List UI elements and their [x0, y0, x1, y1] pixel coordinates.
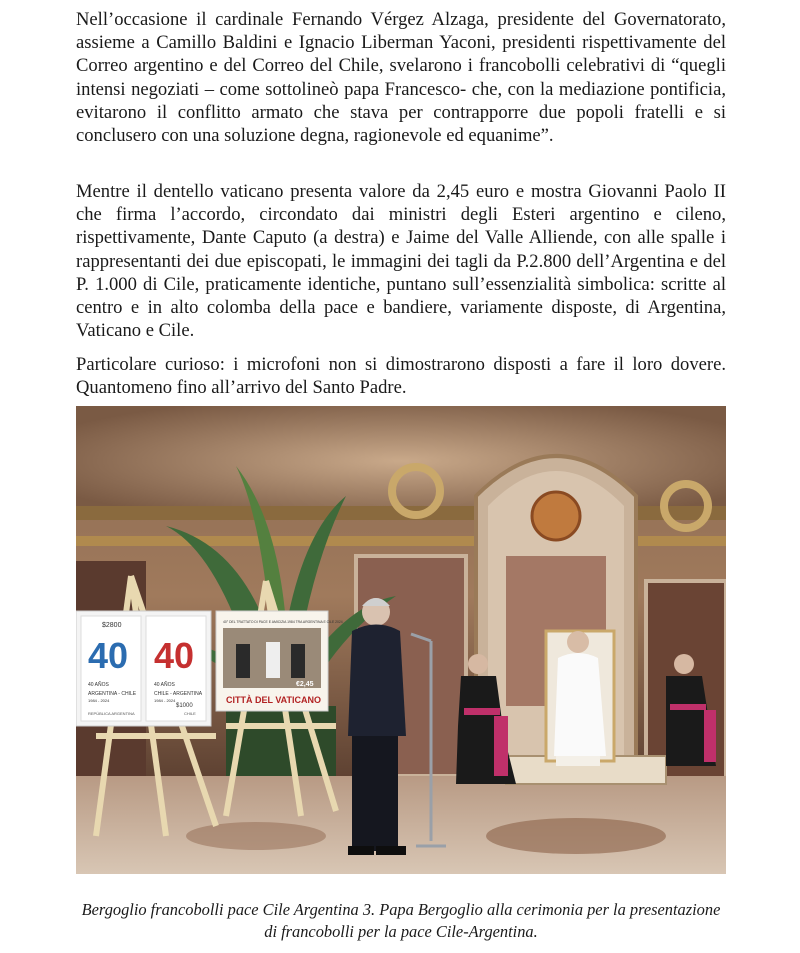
stamp-left-years: 1984 - 2024: [88, 698, 110, 703]
stamp-panel-argentina-chile: [76, 611, 211, 726]
stamp-left-price: $2800: [102, 622, 122, 629]
stamp-panel-vatican: [216, 611, 343, 711]
stamp-middle-years: 1984 - 2024: [154, 698, 176, 703]
ceremony-photo: [76, 406, 726, 874]
stamp-right-header: 40° DEL TRATTATO DI PACE E AMICIZIA 1984 TRA ARGENTINA E CILE 2024: [223, 620, 343, 624]
stamp-middle-line2: CHILE - ARGENTINA: [154, 691, 203, 697]
coat-of-arms: [532, 492, 580, 540]
stamp-left-country: REPÚBLICA ARGENTINA: [88, 711, 135, 716]
pope-figure: [546, 631, 614, 766]
speaker-figure: [348, 598, 406, 855]
stamp-right-value: €2,45: [296, 681, 314, 688]
stamp-left-number: 40: [88, 635, 129, 676]
stamp-left-line1: 40 AÑOS: [88, 682, 109, 688]
stamp-middle-line1: 40 AÑOS: [154, 682, 175, 688]
paragraph-1: Nell’occasione il cardinale Fernando Vérgez Alzaga, presidente del Governatorato, assieme a Camillo Baldini e Ignacio Liberman Yaconi, presidenti rispettivamente del Correo argentino e del Correo del Chile, svelarono i francobolli celebrativi di “quegli intensi negoziati – come sottolineò papa Francesco- che, con la mediazione pontificia, evitarono il conflitto armato che stava per contrapporre due popoli fratelli e si conclusero con una soluzione degna, ragionevole ed equanime”.: [76, 9, 726, 147]
paragraph-2: Mentre il dentello vaticano presenta valore da 2,45 euro e mostra Giovanni Paolo II che firma l’accordo, circondato dai ministri degli Esteri argentino e cileno, rispettivamente, Dante Caputo (a destra) e Jaime del Valle Alliende, con alle spalle i rappresentanti dei due episcopati, le immagini dei tagli da P.2.800 dell’Argentina e del P. 1.000 di Cile, praticamente identiche, puntano sull’essenzialità simbolica: scritte al centro e in alto colomba della pace e bandiere, variamente disposte, di Argentina, Vaticano e Cile.: [76, 181, 726, 342]
stamp-right-country: CITTÀ DEL VATICANO: [226, 695, 321, 705]
stamp-middle-country: CHILE: [184, 711, 196, 716]
photo-caption: Bergoglio francobolli pace Cile Argentina 3. Papa Bergoglio alla cerimonia per la presentazione di francobolli per la pace Cile-Argentina.: [81, 900, 721, 941]
paragraph-3: Particolare curioso: i microfoni non si dimostrarono disposti a fare il loro dovere. Quantomeno fino all’arrivo del Santo Padre.: [76, 354, 726, 399]
stamp-middle-price: $1000: [176, 703, 193, 709]
stamp-middle-number: 40: [154, 635, 195, 676]
stamp-left-line2: ARGENTINA - CHILE: [88, 691, 137, 697]
